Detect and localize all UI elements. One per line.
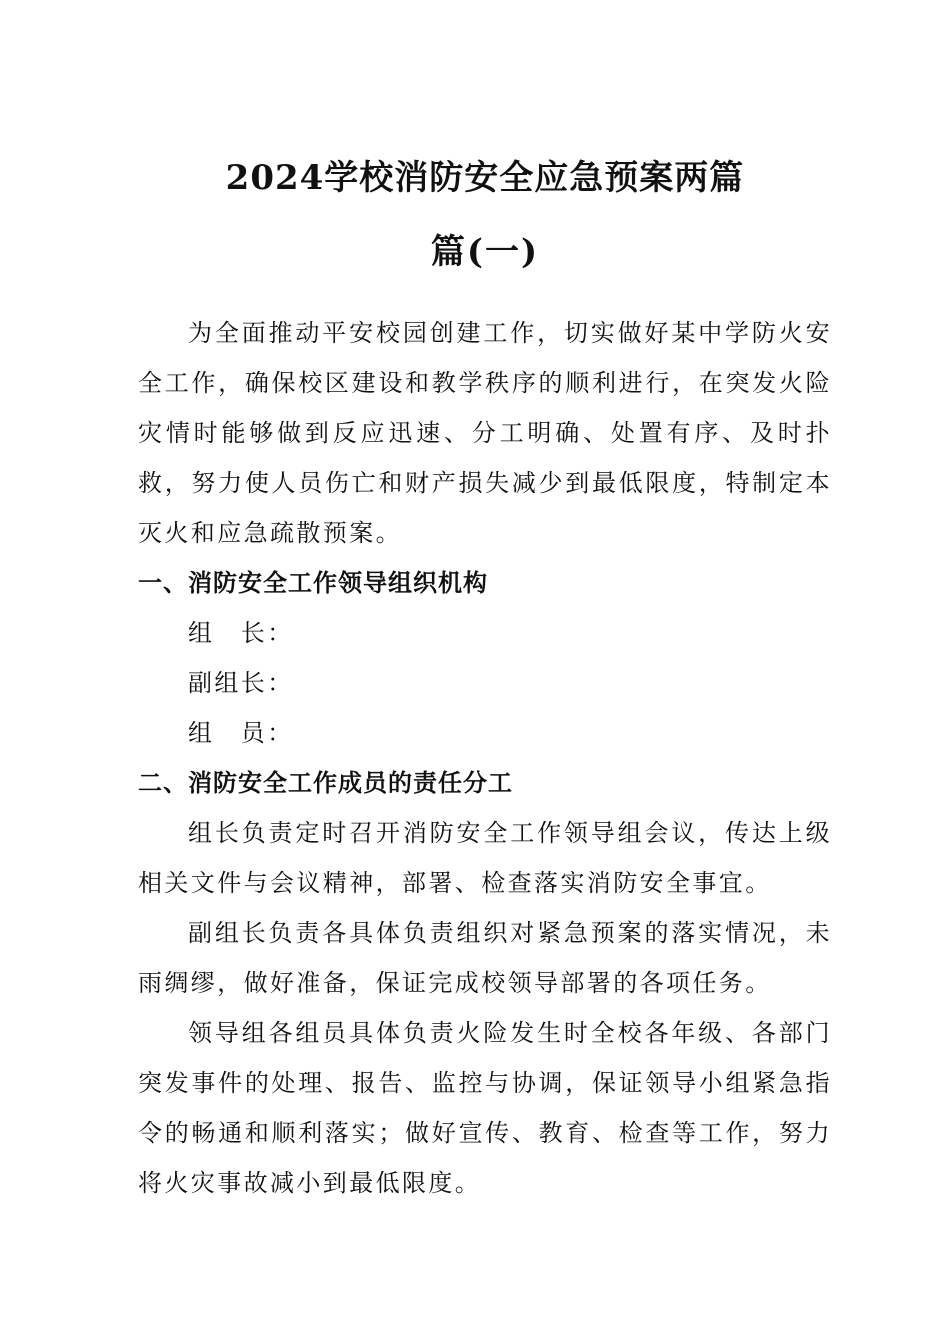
intro-paragraph: 为全面推动平安校园创建工作，切实做好某中学防火安全工作，确保校区建设和教学秩序的顺利进行，在突发火险灾情时能够做到反应迅速、分工明确、处置有序、及时扑救，努力使人员伤亡和财产损失减少到最低限度，特制定本灭火和应急疏散预案。: [138, 319, 832, 547]
responsibility-paragraph-members: 领导组各组员具体负责火险发生时全校各年级、各部门突发事件的处理、报告、监控与协调，保证领导小组紧急指令的畅通和顺利落实；做好宣传、教育、检查等工作，努力将火灾事故减小到最低限度。: [138, 1019, 832, 1197]
role-deputy-leader: 副组长：: [188, 669, 294, 697]
responsibility-paragraph-deputy: 副组长负责各具体负责组织对紧急预案的落实情况，未雨绸缪，做好准备，保证完成校领导部署的各项任务。: [138, 919, 832, 997]
section-heading-organization: 一、消防安全工作领导组织机构: [138, 568, 488, 597]
role-leader: 组 长：: [188, 619, 294, 647]
role-member: 组 员：: [188, 719, 294, 747]
responsibility-paragraph-leader: 组长负责定时召开消防安全工作领导组会议，传达上级相关文件与会议精神，部署、检查落实消防安全事宜。: [138, 819, 832, 897]
document-title: 2024学校消防安全应急预案两篇: [225, 158, 745, 198]
part-title: 篇(一): [430, 232, 540, 272]
section-heading-responsibilities: 二、消防安全工作成员的责任分工: [138, 768, 513, 797]
